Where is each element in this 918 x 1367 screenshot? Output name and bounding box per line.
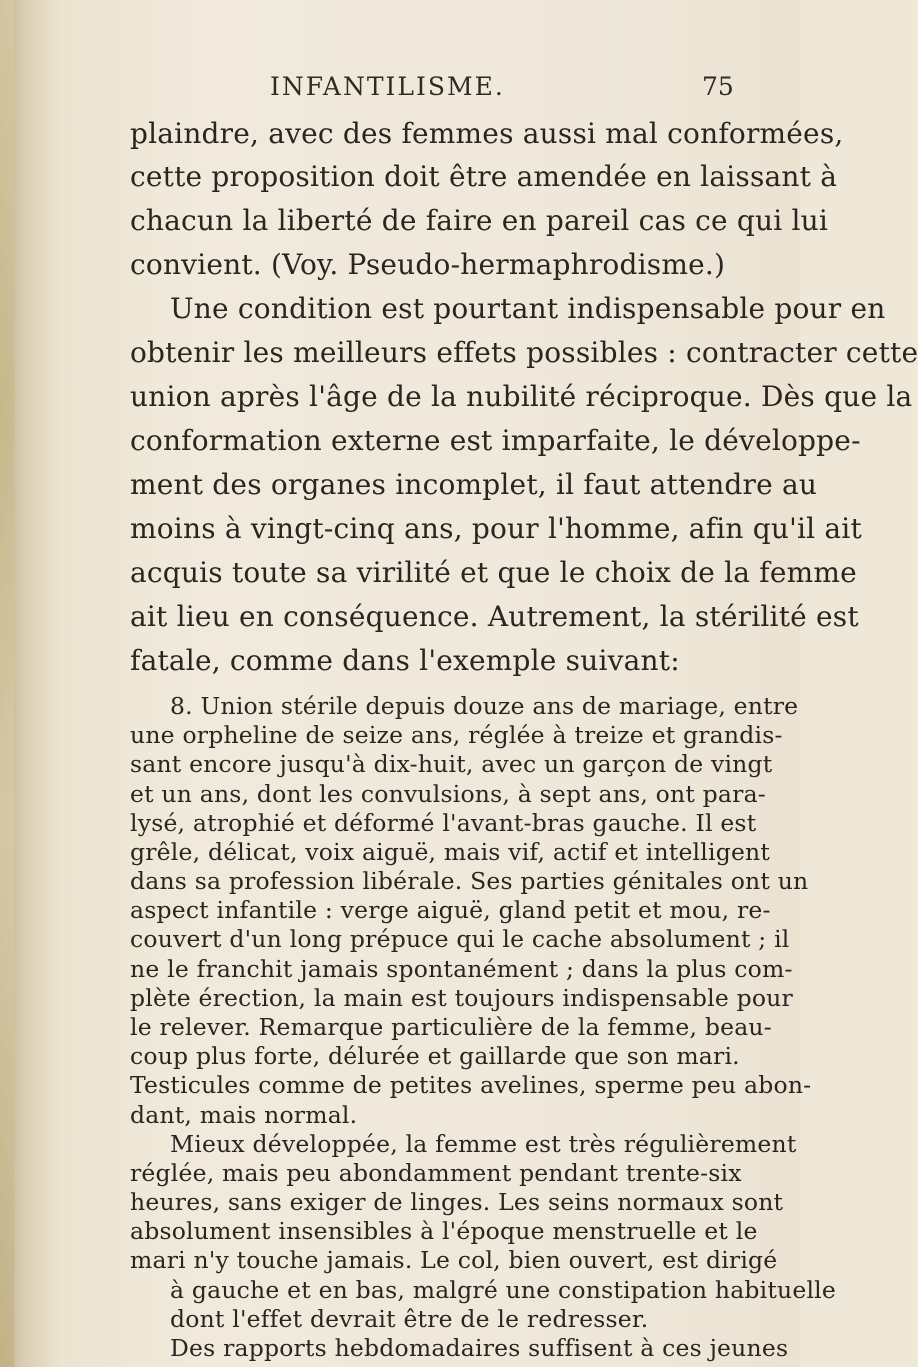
text-line: 8. Union stérile depuis douze ans de mariage, entre [170, 692, 799, 720]
text-line: conformation externe est imparfaite, le développe- [130, 424, 861, 457]
text-line: Des rapports hebdomadaires suffisent à ces jeunes [170, 1334, 789, 1362]
text-line: ne le franchit jamais spontanément ; dans la plus com- [130, 954, 793, 983]
text-line: Une condition est pourtant indispensable pour en [170, 292, 886, 325]
text-line: couvert d'un long prépuce qui le cache absolument ; il [130, 925, 790, 954]
text-line: aspect infantile : verge aiguë, gland petit et mou, re- [130, 896, 771, 925]
text-line: dont l'effet devrait être de le redresser. [170, 1304, 649, 1333]
text-line: grêle, délicat, voix aiguë, mais vif, actif et intelligent [130, 837, 771, 866]
text-line: fatale, comme dans l'exemple suivant: [130, 644, 680, 677]
text-line: moins à vingt-cinq ans, pour l'homme, afin qu'il ait [130, 512, 862, 545]
text-line: coup plus forte, délurée et gaillarde que son mari. [130, 1042, 740, 1071]
text-line: absolument insensibles à l'époque menstruelle et le [130, 1217, 758, 1246]
text-line: cette proposition doit être amendée en laissant à [130, 160, 838, 193]
text-line: plète érection, la main est toujours indispensable pour [130, 983, 793, 1012]
page-header [0, 72, 800, 102]
page-number: 75 [702, 72, 734, 101]
text-line: union après l'âge de la nubilité réciproque. Dès que la [130, 380, 913, 413]
text-line: lysé, atrophié et déformé l'avant-bras gauche. Il est [130, 808, 757, 837]
text-line: ment des organes incomplet, il faut attendre au [130, 468, 818, 501]
page-spine-edge [0, 0, 14, 1367]
text-line: à gauche et en bas, malgré une constipation habituelle [170, 1275, 836, 1304]
text-line: sant encore jusqu'à dix-huit, avec un garçon de vingt [130, 750, 773, 779]
text-line: et un ans, dont les convulsions, à sept ans, ont para- [130, 779, 766, 808]
text-line: heures, sans exiger de linges. Les seins normaux sont [130, 1188, 784, 1217]
text-line: obtenir les meilleurs effets possibles : contracter cette [130, 336, 918, 369]
text-line: acquis toute sa virilité et que le choix de la femme [130, 556, 857, 589]
text-line: ait lieu en conséquence. Autrement, la stérilité est [130, 600, 859, 633]
text-line: chacun la liberté de faire en pareil cas ce qui lui [130, 204, 829, 237]
running-head: INFANTILISME. [270, 72, 505, 101]
text-line: convient. (Voy. Pseudo-hermaphrodisme.) [130, 248, 726, 281]
text-line: une orpheline de seize ans, réglée à treize et grandis- [130, 721, 783, 750]
text-line: Mieux développée, la femme est très régulièrement [170, 1129, 797, 1158]
text-line: dant, mais normal. [130, 1100, 358, 1129]
text-line: plaindre, avec des femmes aussi mal conformées, [130, 117, 844, 150]
text-line: mari n'y touche jamais. Le col, bien ouvert, est dirigé [130, 1246, 778, 1275]
text-line: dans sa profession libérale. Ses parties génitales ont un [130, 867, 809, 896]
text-line: réglée, mais peu abondamment pendant trente-six [130, 1158, 742, 1187]
text-line: le relever. Remarque particulière de la femme, beau- [130, 1013, 772, 1041]
text-line: Testicules comme de petites avelines, sperme peu abon- [130, 1071, 812, 1100]
